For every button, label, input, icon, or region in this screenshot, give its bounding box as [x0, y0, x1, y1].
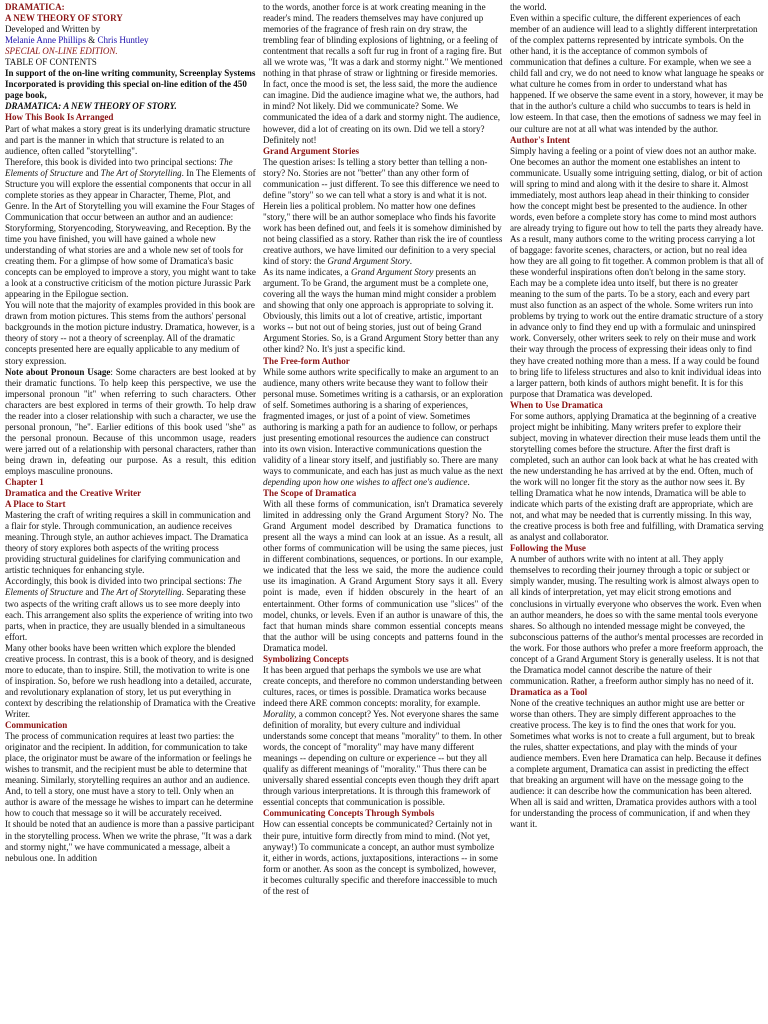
heading-free-form: The Free-form Author — [263, 355, 350, 366]
paragraph: You will note that the majority of examples provided in this book are drawn from motion pictures. This stems from the authors' personal backgrounds in the motion picture industry. Dramatica, however, is a theory of story -- not a theory of screenplay. All of the dramatic concepts presented here are equally applicable to any medium of story expression. — [5, 300, 255, 366]
paragraph: For some authors, applying Dramatica at the beginning of a creative project might be inhibiting. Many writers prefer to explore their subject, moving in whatever direction their muse leads them until the storytelling comes before the structure. After the first draft is completed, such an author can look back at what he has created with the new understanding he has arrived at by the end. Often, much of the work will no longer fit the story as the author now sees it. By telling Dramatica what he now intends, Dramatica will be able to indicate which parts of the existing draft are appropriate, which are not, and what may be needed that is currently missing. In this way, the creative process is both free and fulfilling, with Dramatica serving as analyst and collaborator. — [510, 410, 764, 543]
heading-grand-argument: Grand Argument Stories — [263, 145, 359, 156]
paragraph: Many other books have been written which explore the blended creative process. In contrast, this is a book of theory, and is designed more to educate, than to inspire. Still, the motivation to write is one of inspiration. So, before we rush headlong into a detailed, accurate, and revolutionary explanation of story, let us put everything in context by describing the relationship of Dramatica with the Creative Writer. — [5, 642, 256, 719]
paragraph: Simply having a feeling or a point of view does not an author make. One becomes an author the moment one establishes an intent to communicate. Usually some intriguing setting, dialog, or bit of action will spring to mind and along with it the desire to share it. Almost immediately, most authors leap ahead in their thinking to consider how the concept might best be presented to the audience. In other words, even before a complete story has come to mind most authors are already trying to figure out how to tell the parts they already have. — [510, 145, 764, 233]
paragraph: to the words, another force is at work creating meaning in the reader's mind. The readers themselves may have conjured up memories of the fragrance of fresh rain on dry straw, the trembling fear of blinding explosions of lightning, or a feeling of contentment that recalls a soft fur rug in front of a raging fire. But all we wrote was, "It was a dark and stormy night." We mentioned nothing in that phrase of straw or lightning or fireside memories. In fact, once the mood is set, the less said, the more the audience can imagine. Did the audience imagine what we, the authors, had in mind? Not likely. Did we communicate? Some. We communicated the idea of a dark and stormy night. The audience, however, did a lot of creating on its own. Did we tell a story? Definitely not! — [263, 2, 503, 145]
heading-place-to-start: A Place to Start — [5, 499, 66, 510]
text: . Separating these two aspects of the writing craft allows us to see more deeply into each. This arrangement also splits the experience of writing into two parts, when in practice, they are usually blended in a simultaneous effort. — [5, 587, 253, 642]
paragraph: the world. — [510, 2, 547, 12]
paragraph: The process of communication requires at least two parties: the originator and the recipient. In addition, for communication to take place, the originator must be aware of the information or feelings he wishes to transmit, and the recipient must be able to determine that meaning. Similarly, storytelling requires an author and an audience. And, to tell a story, one must have a story to tell. Only when an author is aware of the message he wishes to impart can he determine how to couch that message so it will be accurately received. — [5, 731, 254, 819]
paragraph — [263, 665, 503, 809]
heading-how-arranged: How This Book Is Arranged — [5, 112, 114, 123]
column-1 — [5, 2, 256, 864]
text: Therefore, this book is divided into two principal sections: — [5, 156, 220, 167]
heading-when-to-use: When to Use Dramatica — [510, 399, 603, 410]
paragraph — [263, 367, 503, 489]
text: presents an argument. To be Grand, the argument must be a complete one, covering all the ways the human mind might consider a problem and showing that only one approach is appropriate to solving it. Obviously, this limits out a lot of creative, artistic, important works -- but not out of being stories, just out of being Grand Argument Stories. So, is a Grand Argument Story better than any other kind? No. It's just a specific kind. — [263, 267, 499, 355]
pronoun-note-label: Note about Pronoun Usage — [5, 366, 111, 377]
heading-scope: The Scope of Dramatica — [263, 488, 357, 499]
paragraph: With all these forms of communication, isn't Dramatica severely limited in addressing only the Grand Argument Story? No. The Grand Argument model described by Dramatica functions to present all the ways a mind can look at an issue. As a result, all other forms of communication will be using the same pieces, just in different combinations, sequences, or portions. In our example, we indicated that the less we said, the more the audience could use its imagination. A Grand Argument Story says it all. Every point is made, even if hidden obscurely in the heart of an entertainment. Other forms of communication use "slices" of the model, chunks, or levels. Even if an author is unaware of this, the fact that human minds share common essential concepts means that the author will be using concepts and patterns found in the Dramatica model. — [263, 499, 503, 653]
heading-dramatica-tool: Dramatica as a Tool — [510, 686, 588, 697]
heading-authors-intent: Author's Intent — [510, 134, 571, 145]
text-italic: Grand Argument Story — [327, 256, 410, 267]
text: a common concept? Yes. Not everyone shares the same definition of morality, but every culture and individual understands some concept that means "morality" to them. In other words, the concept of "morality" may have many different meanings -- depending on culture or experience -- but they all qualify as different meanings of "morality." Thus there can be universally shared essential concepts even though they drift apart through various interpretations. It is through this framework of essential concepts that communication is possible. — [263, 709, 503, 808]
text: As its name indicates, a — [263, 267, 351, 278]
paragraph — [263, 267, 503, 355]
paragraph: Part of what makes a story great is its underlying dramatic structure and part is the manner in which that structure is related to an audience, often called "storytelling". — [5, 123, 250, 156]
paragraph — [5, 367, 256, 477]
heading-communicating-concepts: Communicating Concepts Through Symbols — [263, 808, 435, 819]
paragraph: Even within a specific culture, the different experiences of each member of an audience will lead to a slightly different interpretation of the complex patterns represented by intricate symbols. On the other hand, it is the acceptance of common symbols of communication that defines a culture. For example, when we see a child fall and cry, we do not need to know what language he speaks or what culture he comes from in order to understand what has happened. If we observe the same event in a story, however, it may be that in the author's culture a child who succumbs to tears is held in low esteem. In that case, then the emotions of sadness we may feel in our culture are not at all what was intended by the author. — [510, 13, 764, 134]
author-link-1[interactable]: Melanie Anne Phillips — [5, 35, 86, 46]
author-link-2[interactable]: Chris Huntley — [97, 35, 149, 46]
toc-heading: TABLE OF CONTENTS — [5, 57, 97, 68]
paragraph: A number of authors write with no intent at all. They apply themselves to recording their journey through a topic or subject or simply wander, musing. The resulting work is almost always open to all kinds of interpretation, yet may elicit strong emotions and conclusions in virtually everyone who observes the work. Even when an author meanders, he does so with the same mental tools everyone shares. So although no intended message might be conveyed, the subconscious patterns of the author's mental processes are recorded in the work. For those authors who prefer a more freeform approach, the concept of a Grand Argument Story is generally useless. It is not that the Dramatica model cannot describe the nature of their communication. Rather, a freeform author simply has no need of it. — [510, 554, 764, 686]
column-3 — [510, 2, 764, 831]
paragraph: None of the creative techniques an author might use are better or worse than others. They are simply different approaches to the creative process. The key is to find the ones that work for you. Sometimes what works is not to create a full argument, but to break the rules, shatter expectations, and play with the minds of your audience members. Even here Dramatica can help. Because it defines a complete argument, Dramatica can assist in predicting the effect that breaking an argument will have on the message going to the audience: it can describe how the communication has been altered. When all is said and written, Dramatica provides authors with a tool for understanding the process of communication, if and when they want it. — [510, 697, 762, 830]
chapter-title: Dramatica and the Creative Writer — [5, 488, 142, 499]
paragraph — [5, 576, 256, 642]
paragraph: It should be noted that an audience is more than a passive participant in the storytelling process. When we write the phrase, "It was a dark and stormy night," we have communicated a message, albeit a nebulous one. In addition — [5, 819, 255, 863]
text: It has been argued that perhaps the symbols we use are what create concepts, and therefore no common understanding between cultures, races, or times is possible. Dramatica works because indeed there ARE common concepts: morality, for example. — [263, 664, 503, 708]
paragraph — [263, 157, 503, 267]
text: and — [83, 167, 101, 178]
text-italic: The Elements of Structure — [5, 576, 242, 598]
text-italic: The Elements of Structure — [5, 156, 233, 178]
text-italic: The Art of Storytelling — [100, 587, 182, 598]
author-amp: & — [85, 35, 98, 46]
heading-following-muse: Following the Muse — [510, 543, 586, 554]
paragraph: As a result, many authors come to the writing process carrying a lot of baggage: favorite scenes, characters, or action, but no real idea how they are all going to fit together. A common problem is that all of these wonderful inspirations often don't belong in the same story. Each may be a complete idea unto itself, but there is no greater meaning to the sum of the parts. To be a story, each and every part must also function as an aspect of the whole. Some writers run into problems by trying to work out the entire dramatic structure of a story in advance only to find they end up with a formulaic and uninspired work. Conversely, other writers seek to rely on their muse and work their way through the process of expressing their ideas only to find they have created nothing more than a mess. If a way could be found to bring life to lifeless structures and also to knit individual ideas into a larger pattern, both kinds of authors might benefit. It is for this purpose that Dramatica was developed. — [510, 233, 764, 399]
paragraph: Mastering the craft of writing requires a skill in communication and a flair for style. Through communication, an audience receives meaning. Through style, an author achieves impact. The Dramatica theory of story explores both aspects of the writing process providing structural guidelines for clarifying communication and artistic techniques for enhancing style. — [5, 510, 251, 576]
text: . In The Elements of Structure you will explore the essential components that occur in all complete stories as they appear in Character, Theme, Plot, and Genre. In the Art of Storytelling you will examine the Four Stages of Communication that occur between an author and an audience: Storyforming, Storyencoding, Storyweaving, and Reception. By the time you have finished, you will have gained a whole new understanding of what stories are and a whole new set of tools for creating them. For a glimpse of how some of Dramatica's basic concepts can be employed to improve a story, you might want to take a look at a constructive criticism of the motion picture Jurassic Park appearing in the Epilogue section. — [5, 167, 256, 300]
title-line-2: A NEW THEORY OF STORY — [5, 13, 123, 24]
heading-communication: Communication — [5, 720, 68, 731]
text: . — [467, 477, 470, 488]
column-2 — [263, 2, 503, 897]
developed-by: Developed and Written by — [5, 24, 101, 35]
text: Accordingly, this book is divided into two principal sections: — [5, 576, 229, 587]
text: The question arises: Is telling a story better than telling a non-story? No. Stories are not "better" than any other form of communication -- just different. To see this difference we need to define "story" so we can tell what a story is and what it is not. Herein lies a political problem. No matter how one defines "story," there will be an author someplace who finds his favorite work has been defined out, and feels it is somehow diminished by not being classified as a story. Rather than risk the ire of countless creative authors, we have limited our definition to a very special kind of story: the — [263, 156, 503, 267]
text-italic: Morality, — [263, 709, 297, 719]
text: . — [409, 256, 413, 267]
paragraph — [5, 157, 256, 301]
edition-line: SPECIAL ON-LINE EDITION. — [5, 46, 118, 57]
text: : Some characters are best looked at by their dramatic functions. To help keep this perspective, we use the impersonal pronoun "it" when referring to such characters. Other characters are best explored in terms of their growth. To help draw the reader into a closer relationship with such a character, we use the personal pronoun, "he". Earlier editions of this book used "she" as the personal pronoun. Because of this uncommon usage, readers were jarred out of a relationship with personal characters, rather than being drawn in, defeating our purpose. As a result, this edition employs masculine pronouns. — [5, 366, 256, 476]
text-italic: depending upon how one wishes to affect one's audience — [263, 477, 468, 488]
support-line: In support of the on-line writing community, Screenplay Systems — [5, 68, 256, 79]
title-line-1: DRAMATICA: — [5, 2, 65, 12]
heading-symbolizing: Symbolizing Concepts — [263, 653, 349, 664]
chapter-number: Chapter 1 — [5, 477, 44, 488]
incorporated-line: Incorporated is providing this special on-line edition of the 450 page book, — [5, 79, 247, 101]
text: While some authors write specifically to make an argument to an audience, many others write because they want to follow their personal muse. Sometimes writing is a catharsis, or an exploration of self. Sometimes authoring is a sharing of experiences, fragmented images, or just of a point of view. Sometimes authoring is marking a path for an audience to follow, or perhaps just presenting emotional resources the audience can construct into its own vision. Interactive communications question the validity of a linear story itself, and justifiably so. There are many ways to communicate, and each has just as much value as the next — [263, 366, 503, 476]
authors-line — [5, 35, 256, 46]
text-italic: Grand Argument Story — [350, 267, 434, 278]
text-italic: The Art of Storytelling — [100, 167, 182, 178]
text: and — [83, 587, 101, 598]
book-title-line: DRAMATICA: A NEW THEORY OF STORY. — [5, 101, 177, 112]
paragraph: How can essential concepts be communicated? Certainly not in their pure, intuitive form directly from mind to mind. (Not yet, anyway!) To communicate a concept, an author must symbolize it, either in words, actions, juxtapositions, interactions -- in some form or another. As soon as the concept is symbolized, however, it becomes culturally specific and therefore inaccessible to much of the rest of — [263, 819, 498, 896]
